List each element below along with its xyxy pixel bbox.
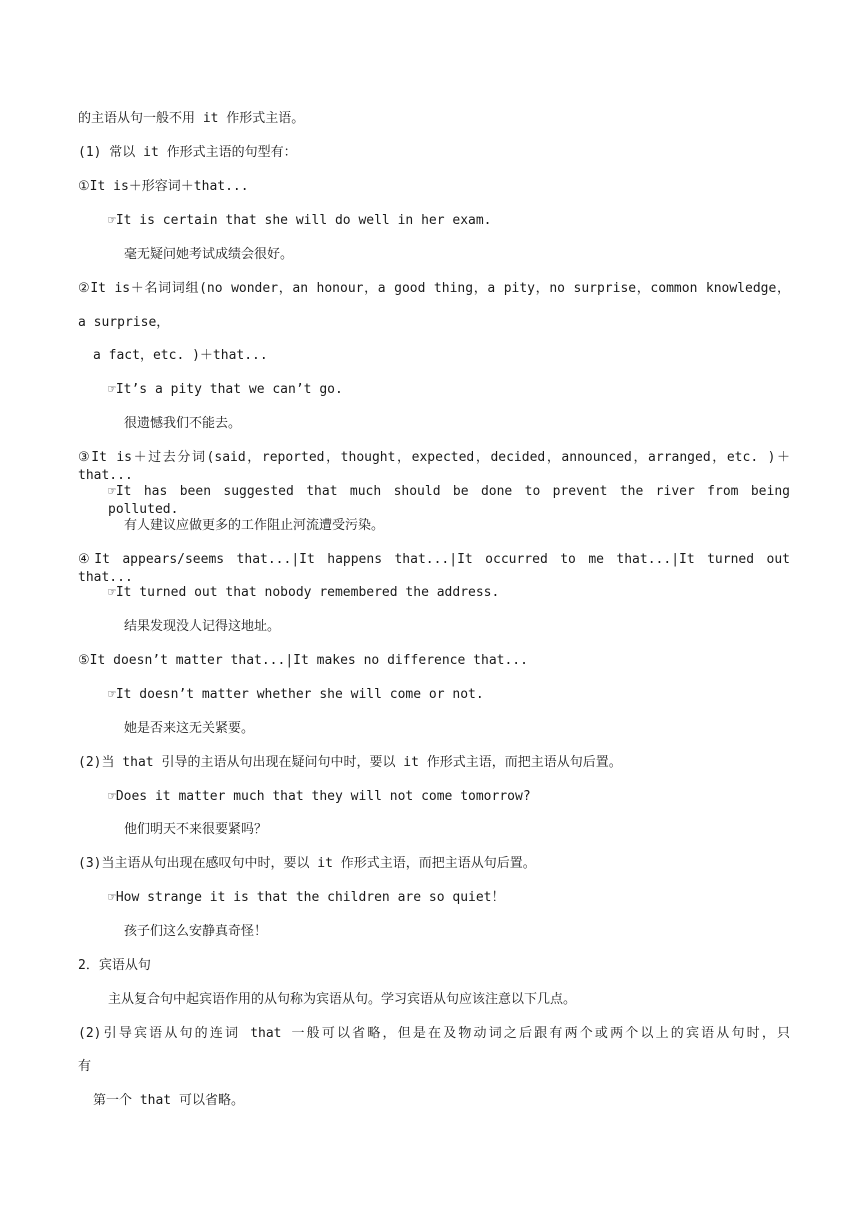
paragraph: 主从复合句中起宾语作用的从句称为宾语从句。学习宾语从句应该注意以下几点。 <box>108 992 577 1007</box>
text-line: a fact，etc. )＋that... <box>93 348 268 363</box>
example-translation: 有人建议应做更多的工作阻止河流遭受污染。 <box>124 518 385 533</box>
example-sentence: ☞It’s a pity that we can’t go. <box>108 382 343 397</box>
example-sentence: ☞It doesn’t matter whether she will come or not. <box>108 687 484 702</box>
section-heading: (2)当 that 引导的主语从句出现在疑问句中时，要以 it 作形式主语，而把主语从句后置。 <box>78 755 622 770</box>
example-sentence: ☞It has been suggested that much should be done to prevent the river from being polluted. <box>108 484 790 517</box>
example-translation: 他们明天不来很要紧吗？ <box>124 822 268 837</box>
paragraph: (2)引导宾语从句的连词 that 一般可以省略，但是在及物动词之后跟有两个或两个以上的宾语从句时，只 <box>78 1026 790 1041</box>
section-heading: (3)当主语从句出现在感叹句中时，要以 it 作形式主语，而把主语从句后置。 <box>78 856 536 871</box>
pattern-heading: ④It appears/seems that...|It happens that...|It occurred to me that...|It turned out that... <box>78 552 790 585</box>
text-line: 第一个 that 可以省略。 <box>93 1093 244 1108</box>
example-sentence: ☞How strange it is that the children are so quiet！ <box>108 890 505 905</box>
example-translation: 毫无疑问她考试成绩会很好。 <box>124 247 294 262</box>
pattern-heading: ③It is＋过去分词(said，reported，thought，expected，decided，announced，arranged，etc. )＋that... <box>78 450 790 483</box>
text-line: 的主语从句一般不用 it 作形式主语。 <box>78 111 305 126</box>
section-heading: (1) 常以 it 作形式主语的句型有： <box>78 145 297 160</box>
text-line: a surprise， <box>78 315 170 330</box>
example-sentence: ☞Does it matter much that they will not come tomorrow? <box>108 789 531 804</box>
example-sentence: ☞It is certain that she will do well in her exam. <box>108 213 492 228</box>
example-translation: 结果发现没人记得这地址。 <box>124 619 281 634</box>
example-translation: 她是否来这无关紧要。 <box>124 721 255 736</box>
text-line: 有 <box>78 1059 92 1074</box>
pattern-heading: ①It is＋形容词＋that... <box>78 179 249 194</box>
pattern-heading: ②It is＋名词词组(no wonder，an honour，a good thing，a pity，no surprise，common knowledge， <box>78 281 790 296</box>
example-sentence: ☞It turned out that nobody remembered the address. <box>108 585 500 600</box>
example-translation: 很遗憾我们不能去。 <box>124 416 242 431</box>
pattern-heading: ⑤It doesn’t matter that...|It makes no difference that... <box>78 653 528 668</box>
section-title: 2．宾语从句 <box>78 958 151 973</box>
example-translation: 孩子们这么安静真奇怪！ <box>124 924 268 939</box>
